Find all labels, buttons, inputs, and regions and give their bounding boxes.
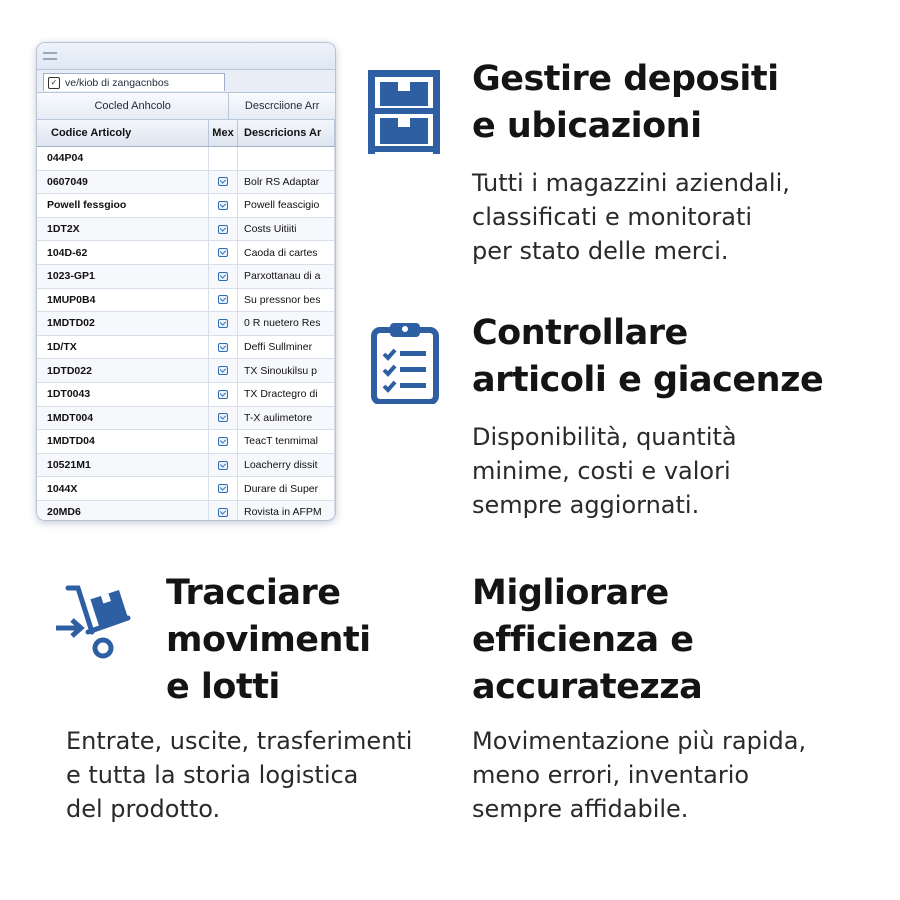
cell-code: 1DTD022 (37, 359, 209, 382)
desc-line: minime, costi e valori (472, 457, 731, 485)
group-header-row (37, 93, 335, 120)
cell-code: 1MDTD04 (37, 430, 209, 453)
table-row[interactable] (37, 312, 335, 336)
cell-code: Powell fessgioo (37, 194, 209, 217)
hand-truck-icon (54, 584, 146, 660)
checkbox-checked-icon[interactable] (218, 248, 228, 257)
cell-code: 1DT0043 (37, 383, 209, 406)
cell-description: T-X aulimetore (238, 407, 335, 430)
checkbox-checked-icon[interactable] (218, 343, 228, 352)
checkbox-checked-icon[interactable] (218, 201, 228, 210)
checkbox-checked-icon[interactable] (218, 319, 228, 328)
cell-description: Rovista in AFPM (238, 501, 335, 521)
article-table-body (37, 147, 335, 521)
cell-description: TX Sinoukilsu p (238, 359, 335, 382)
title-line: articoli e giacenze (472, 360, 824, 400)
title-line: Tracciare (166, 573, 341, 613)
checkbox-checked-icon[interactable] (218, 366, 228, 375)
title-line: e ubicazioni (472, 106, 702, 146)
cell-description: Deffi Sullminer (238, 336, 335, 359)
cell-description: Powell feascigio (238, 194, 335, 217)
desc-line: sempre aggiornati. (472, 491, 700, 519)
table-row[interactable] (37, 501, 335, 521)
column-header-row (37, 120, 335, 147)
cell-code: 044P04 (37, 147, 209, 170)
desc-line: per stato delle merci. (472, 237, 729, 265)
desc-line: sempre affidabile. (472, 795, 689, 823)
cell-code: 1DT2X (37, 218, 209, 241)
feature-title-efficienza (472, 570, 702, 711)
checkbox-checked-icon[interactable] (218, 225, 228, 234)
title-line: efficienza e (472, 620, 694, 660)
menu-grip-icon[interactable] (43, 52, 57, 60)
cell-description: Parxottanau di a (238, 265, 335, 288)
cell-flag (209, 477, 238, 500)
table-row[interactable] (37, 454, 335, 478)
checkbox-checked-icon[interactable] (218, 461, 228, 470)
cell-code: 1D/TX (37, 336, 209, 359)
cell-description: TeacT tenmimal (238, 430, 335, 453)
cell-description: Costs Uitiiti (238, 218, 335, 241)
cell-description: Durare di Super (238, 477, 335, 500)
cell-description: Su pressnor bes (238, 289, 335, 312)
cell-code: 1044X (37, 477, 209, 500)
cell-code: 20MD6 (37, 501, 209, 521)
cell-flag (209, 454, 238, 477)
cell-flag (209, 383, 238, 406)
tab-article-list[interactable] (43, 73, 225, 91)
desc-line: e tutta la storia logistica (66, 761, 359, 789)
checkbox-checked-icon[interactable] (218, 295, 228, 304)
clipboard-checklist-icon (370, 320, 440, 404)
table-row[interactable] (37, 194, 335, 218)
title-line: accuratezza (472, 667, 703, 707)
checkbox-checked-icon[interactable] (218, 177, 228, 186)
cell-flag (209, 336, 238, 359)
table-row[interactable] (37, 336, 335, 360)
cell-description: Caoda di cartes (238, 241, 335, 264)
title-line: Gestire depositi (472, 59, 779, 99)
group-header-description[interactable]: Descrciione Arr (244, 100, 320, 112)
title-line: Controllare (472, 313, 688, 353)
column-header-flag[interactable]: Mex (209, 120, 238, 146)
table-row[interactable] (37, 359, 335, 383)
checkbox-checked-icon[interactable] (218, 508, 228, 517)
checkbox-checked-icon[interactable] (218, 437, 228, 446)
cell-flag (209, 265, 238, 288)
feature-title-depositi (472, 56, 779, 150)
table-row[interactable] (37, 430, 335, 454)
title-line: Migliorare (472, 573, 669, 613)
warehouse-shelf-icon (366, 68, 442, 156)
desc-line: classificati e monitorati (472, 203, 753, 231)
desc-line: Movimentazione più rapida, (472, 727, 807, 755)
cell-description (238, 147, 335, 170)
feature-desc-articoli (472, 420, 737, 522)
cell-code: 1MUP0B4 (37, 289, 209, 312)
title-line: e lotti (166, 667, 280, 707)
cell-flag (209, 501, 238, 521)
title-line: movimenti (166, 620, 371, 660)
app-screenshot (36, 42, 336, 521)
cell-flag (209, 218, 238, 241)
cell-flag (209, 359, 238, 382)
cell-flag (209, 312, 238, 335)
tab-label: ve/kiob di zangacnbos (65, 76, 169, 89)
desc-line: Disponibilità, quantità (472, 423, 737, 451)
cell-code: 1023-GP1 (37, 265, 209, 288)
cell-flag (209, 194, 238, 217)
cell-code: 1MDTD02 (37, 312, 209, 335)
table-row[interactable] (37, 265, 335, 289)
checkbox-icon: ✓ (48, 77, 60, 89)
checkbox-checked-icon[interactable] (218, 413, 228, 422)
feature-title-movimenti (166, 570, 371, 711)
desc-line: Entrate, uscite, trasferimenti (66, 727, 413, 755)
cell-code: 1MDT004 (37, 407, 209, 430)
cell-flag (209, 171, 238, 194)
table-row[interactable] (37, 289, 335, 313)
cell-description: Loacherry dissit (238, 454, 335, 477)
checkbox-checked-icon[interactable] (218, 484, 228, 493)
feature-desc-movimenti (66, 724, 412, 826)
cell-description: Bolr RS Adaptar (238, 171, 335, 194)
cell-code: 104D-62 (37, 241, 209, 264)
checkbox-checked-icon[interactable] (218, 390, 228, 399)
tab-bar (37, 70, 335, 93)
desc-line: meno errori, inventario (472, 761, 750, 789)
feature-desc-efficienza (472, 724, 806, 826)
desc-line: del prodotto. (66, 795, 221, 823)
window-toolbar (37, 43, 335, 70)
cell-flag (209, 430, 238, 453)
cell-flag (209, 407, 238, 430)
checkbox-checked-icon[interactable] (218, 272, 228, 281)
cell-code: 10521M1 (37, 454, 209, 477)
table-row[interactable] (37, 477, 335, 501)
table-row[interactable] (37, 218, 335, 242)
desc-line: Tutti i magazzini aziendali, (472, 169, 790, 197)
table-row[interactable] (37, 241, 335, 265)
cell-flag (209, 289, 238, 312)
group-header-code[interactable]: Cocled Anhcolo (37, 93, 229, 119)
cell-code: 0607049 (37, 171, 209, 194)
cell-description: TX Dractegro di (238, 383, 335, 406)
table-row[interactable] (37, 147, 335, 171)
feature-desc-depositi (472, 166, 790, 268)
table-row[interactable] (37, 383, 335, 407)
table-row[interactable] (37, 407, 335, 431)
column-header-description[interactable]: Descricions Ar (238, 120, 335, 146)
column-header-code[interactable]: Codice Articoly (37, 120, 209, 146)
feature-title-articoli (472, 310, 823, 404)
table-row[interactable] (37, 171, 335, 195)
cell-flag (209, 147, 238, 170)
cell-flag (209, 241, 238, 264)
cell-description: 0 R nuetero Res (238, 312, 335, 335)
